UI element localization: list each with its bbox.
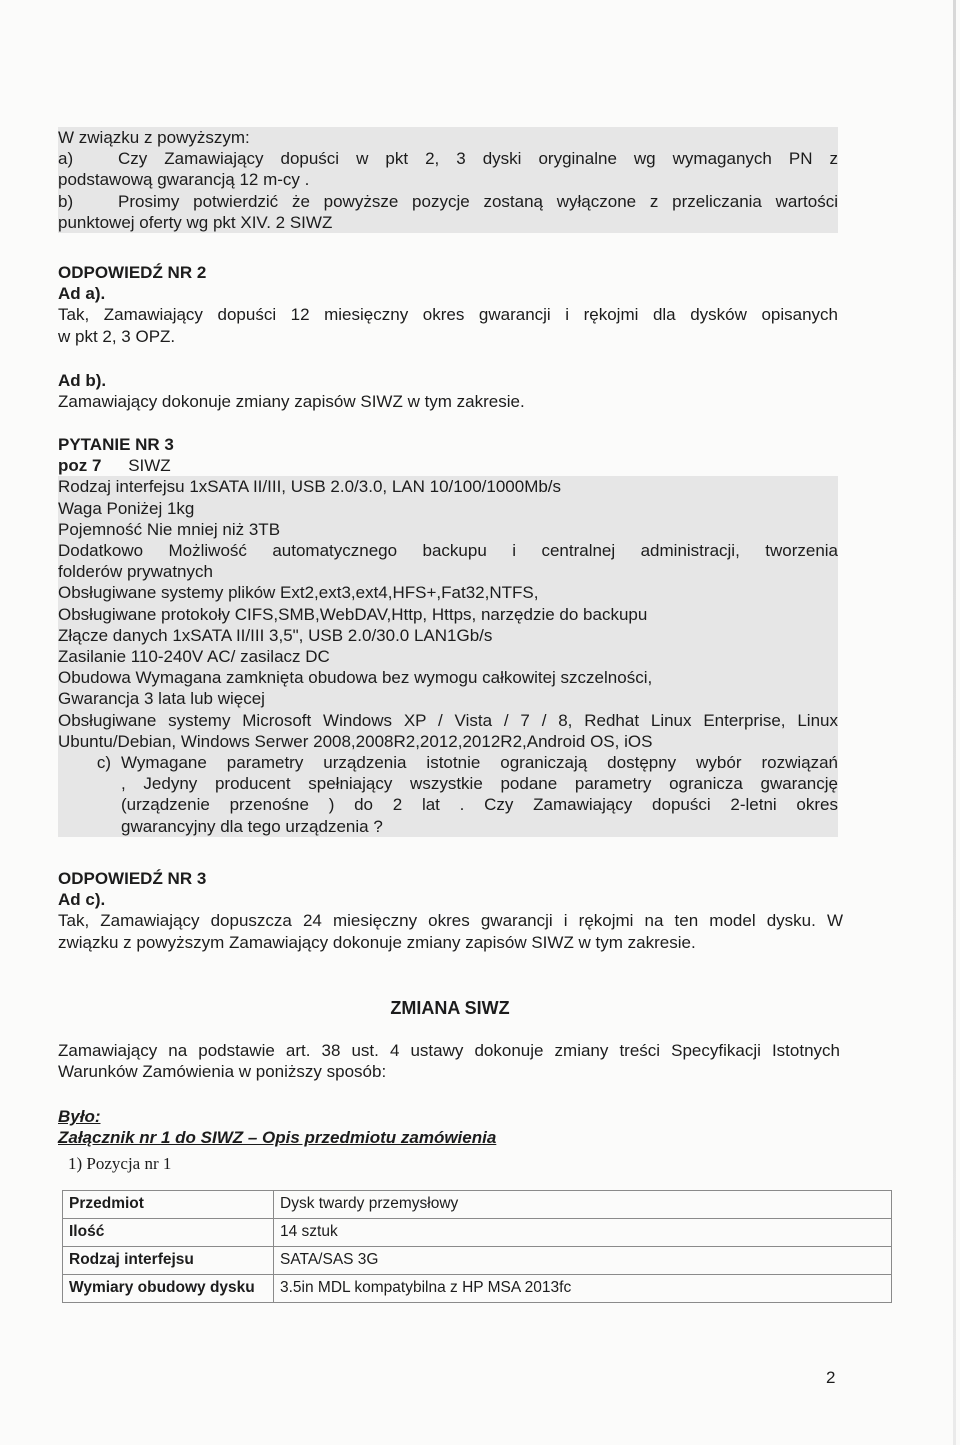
question-3-c-line: Wymagane parametry urządzenia istotnie ograniczają dostępny wybór rozwiązań bbox=[121, 753, 838, 773]
question-a bbox=[58, 148, 838, 169]
question-a-cont: podstawową gwarancją 12 m-cy . bbox=[58, 170, 310, 190]
table-row bbox=[63, 1275, 892, 1303]
question-a-text: Czy Zamawiający dopuści w pkt 2, 3 dyski oryginalne wg wymaganych PN z bbox=[118, 149, 838, 169]
answer-2-ad-b-text: Zamawiający dokonuje zmiany zapisów SIWZ w tym zakresie. bbox=[58, 392, 525, 412]
answer-3-text: Tak, Zamawiający dopuszcza 24 miesięczny okres gwarancji i rękojmi na ten model dysku. W bbox=[58, 911, 843, 931]
answer-3-block bbox=[58, 868, 843, 953]
answer-2-heading: ODPOWIEDŹ NR 2 bbox=[58, 263, 207, 282]
question-intro: W związku z powyższym: bbox=[58, 128, 250, 147]
spec-line-dodatkowo: Dodatkowo Możliwość automatycznego backupu i centralnej administracji, tworzenia bbox=[58, 541, 838, 561]
question-block bbox=[58, 127, 838, 233]
question-3-poz bbox=[58, 455, 838, 476]
question-3-c-line: gwarancyjny dla tego urządzenia ? bbox=[121, 816, 383, 836]
spec-line-dodatkowo-cont: folderów prywatnych bbox=[58, 562, 213, 582]
zmiana-text-cont: Warunków Zamówienia w poniższy sposób: bbox=[58, 1062, 387, 1082]
position-label: 1) Pozycja nr 1 bbox=[68, 1154, 172, 1173]
table-key: Przedmiot bbox=[63, 1191, 274, 1219]
table-key: Ilość bbox=[63, 1219, 274, 1247]
answer-3-heading: ODPOWIEDŹ NR 3 bbox=[58, 869, 207, 888]
question-a-mark: a) bbox=[58, 149, 74, 169]
page-number: 2 bbox=[826, 1368, 836, 1387]
page-edge-shadow bbox=[953, 0, 956, 1445]
answer-2-ad-a-text: Tak, Zamawiający dopuści 12 miesięczny okres gwarancji i rękojmi dla dysków opisanych bbox=[58, 305, 838, 325]
answer-2-ad-a-text-cont: w pkt 2, 3 OPZ. bbox=[58, 326, 176, 346]
answer-2-ad-a: Ad a). bbox=[58, 284, 106, 304]
question-3-c bbox=[58, 752, 838, 837]
spec-line: Złącze danych 1xSATA II/III 3,5", USB 2.0/30.0 LAN1Gb/s bbox=[58, 625, 493, 645]
table-value: 14 sztuk bbox=[274, 1219, 892, 1247]
spec-table bbox=[62, 1190, 892, 1303]
table-value: SATA/SAS 3G bbox=[274, 1247, 892, 1275]
table-row bbox=[63, 1191, 892, 1219]
table-key: Rodzaj interfejsu bbox=[63, 1247, 274, 1275]
spec-line: Obsługiwane protokoły CIFS,SMB,WebDAV,Http, Https, narzędzie do backupu bbox=[58, 604, 648, 624]
table-value: Dysk twardy przemysłowy bbox=[274, 1191, 892, 1219]
question-3-c-line: (urządzenie przenośne ) do 2 lat . Czy Zamawiający dopuści 2-letni okres bbox=[121, 795, 838, 815]
table-row bbox=[63, 1247, 892, 1275]
answer-2-block bbox=[58, 262, 838, 347]
spec-line-os-cont: Ubuntu/Debian, Windows Serwer 2008,2008R2,2012,2012R2,Android OS, iOS bbox=[58, 731, 653, 751]
zmiana-block bbox=[58, 1040, 838, 1082]
answer-3-ad-c: Ad c). bbox=[58, 890, 106, 910]
table-key: Wymiary obudowy dysku bbox=[63, 1275, 274, 1303]
spec-line: Rodzaj interfejsu 1xSATA II/III, USB 2.0/3.0, LAN 10/100/1000Mb/s bbox=[58, 477, 562, 497]
spec-line: Obudowa Wymagana zamknięta obudowa bez wymogu całkowitej szczelności, bbox=[58, 668, 653, 688]
table-value: 3.5in MDL kompatybilna z HP MSA 2013fc bbox=[274, 1275, 892, 1303]
question-b-mark: b) bbox=[58, 191, 74, 211]
spec-line: Waga Poniżej 1kg bbox=[58, 498, 195, 518]
zmiana-title: ZMIANA SIWZ bbox=[390, 998, 510, 1018]
question-3-heading: PYTANIE NR 3 bbox=[58, 435, 174, 454]
bylo-block bbox=[58, 1106, 838, 1148]
spec-line: Gwarancja 3 lata lub więcej bbox=[58, 689, 265, 709]
question-3-block bbox=[58, 434, 838, 837]
bylo-label: Było: bbox=[58, 1107, 101, 1126]
zmiana-text: Zamawiający na podstawie art. 38 ust. 4 ustawy dokonuje zmiany treści Specyfikacji Istotnych bbox=[58, 1041, 840, 1060]
spec-line-os: Obsługiwane systemy Microsoft Windows XP / Vista / 7 / 8, Redhat Linux Enterprise, Linux bbox=[58, 710, 838, 730]
spec-line: Pojemność Nie mniej niż 3TB bbox=[58, 519, 281, 539]
question-3-poz-label: poz 7 bbox=[58, 456, 102, 476]
answer-3-text-cont: związku z powyższym Zamawiający dokonuje zmiany zapisów SIWZ w tym zakresie. bbox=[58, 932, 696, 952]
spec-line: Obsługiwane systemy plików Ext2,ext3,ext4,HFS+,Fat32,NTFS, bbox=[58, 583, 539, 603]
answer-2-ad-b: Ad b). bbox=[58, 371, 107, 390]
table-row bbox=[63, 1219, 892, 1247]
question-b-text: Prosimy potwierdzić że powyższe pozycje zostaną wyłączone z przeliczania wartości bbox=[118, 191, 838, 211]
question-b bbox=[58, 191, 838, 212]
question-b-cont: punktowej oferty wg pkt XIV. 2 SIWZ bbox=[58, 212, 333, 232]
answer-2-b-block bbox=[58, 370, 838, 412]
question-3-c-line: , Jedyny producent spełniający wszystkie podane parametry ogranicza gwarancję bbox=[121, 774, 838, 794]
spec-line: Zasilanie 110-240V AC/ zasilacz DC bbox=[58, 647, 330, 667]
question-3-c-mark: c) bbox=[96, 753, 111, 773]
question-3-poz-siwz: SIWZ bbox=[128, 456, 171, 476]
attachment-title: Załącznik nr 1 do SIWZ – Opis przedmiotu zamówienia bbox=[58, 1128, 497, 1148]
